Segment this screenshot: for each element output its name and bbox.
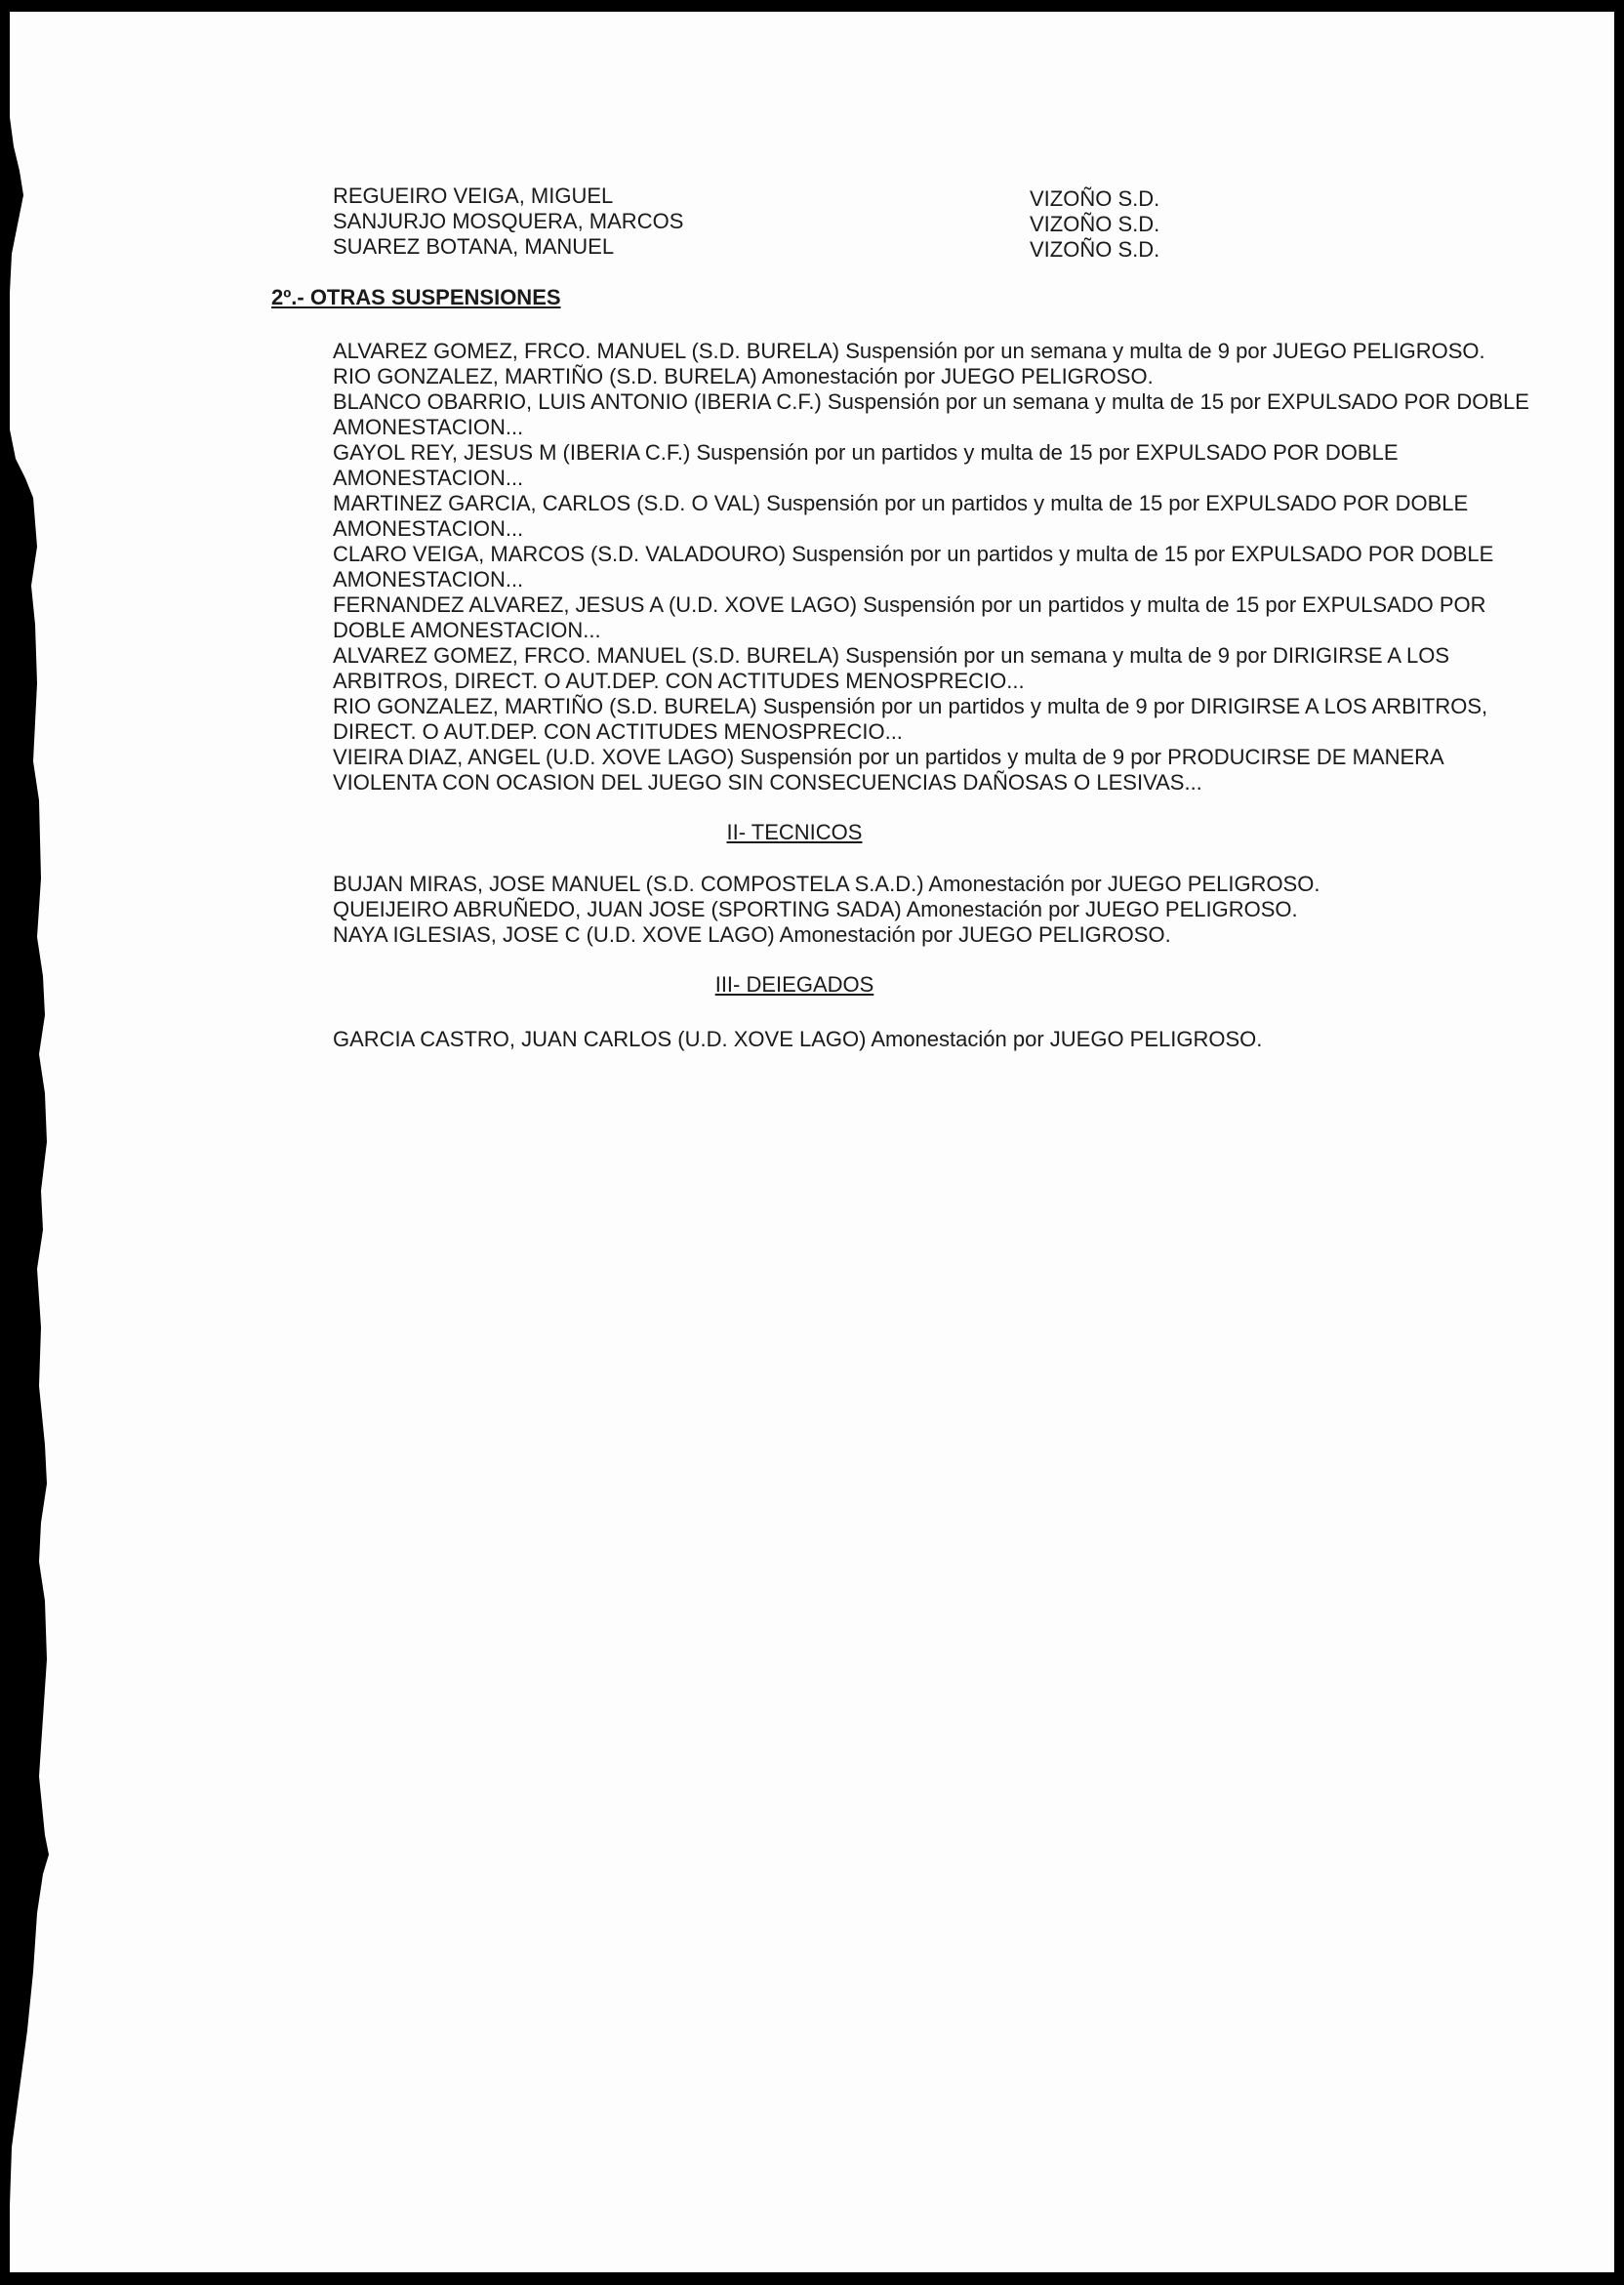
tecnicos-list [333, 872, 1533, 948]
suspension-entry: MARTINEZ GARCIA, CARLOS (S.D. O VAL) Suspensión por un partidos y multa de 15 por EXPULSADO POR DOBLE AMONESTACION... [333, 491, 1469, 541]
player-name: SANJURJO MOSQUERA, MARCOS [333, 209, 684, 233]
section-heading-tecnicos: II- TECNICOS [726, 820, 863, 844]
tecnico-entry: QUEIJEIRO ABRUÑEDO, JUAN JOSE (SPORTING SADA) Amonestación por JUEGO PELIGROSO. [333, 897, 1298, 921]
player-name: SUAREZ BOTANA, MANUEL [333, 234, 615, 259]
delegado-entry: GARCIA CASTRO, JUAN CARLOS (U.D. XOVE LAGO) Amonestación por JUEGO PELIGROSO. [333, 1027, 1263, 1051]
tecnico-entry: NAYA IGLESIAS, JOSE C (U.D. XOVE LAGO) Amonestación por JUEGO PELIGROSO. [333, 922, 1171, 947]
section-heading-delegados: III- DEIEGADOS [714, 972, 874, 997]
player-club: VIZOÑO S.D. [1030, 212, 1160, 236]
suspension-entry: RIO GONZALEZ, MARTIÑO (S.D. BURELA) Suspensión por un partidos y multa de 9 por DIRIGIRSE A LOS ARBITROS, DIRECT. O AUT.DEP. CON ACTITUDES MENOSPRECIO... [333, 694, 1488, 744]
section-heading-otras-suspensiones: 2º.- OTRAS SUSPENSIONES [271, 285, 561, 309]
player-row [333, 184, 1504, 209]
suspension-entry: GAYOL REY, JESUS M (IBERIA C.F.) Suspensión por un partidos y multa de 15 por EXPULSADO POR DOBLE AMONESTACION... [333, 440, 1399, 490]
suspension-entry: VIEIRA DIAZ, ANGEL (U.D. XOVE LAGO) Suspensión por un partidos y multa de 9 por PRODUCIRSE DE MANERA VIOLENTA CON OCASION DEL JUEGO SIN CONSECUENCIAS DAÑOSAS O LESIVAS... [333, 745, 1443, 795]
player-club: VIZOÑO S.D. [1030, 237, 1160, 262]
suspension-entry: CLARO VEIGA, MARCOS (S.D. VALADOURO) Suspensión por un partidos y multa de 15 por EXPULSADO POR DOBLE AMONESTACION... [333, 542, 1494, 592]
delegados-list [333, 1027, 1533, 1052]
suspension-entry: BLANCO OBARRIO, LUIS ANTONIO (IBERIA C.F.) Suspensión por un semana y multa de 15 por EXPULSADO POR DOBLE AMONESTACION... [333, 389, 1529, 439]
player-row [333, 234, 1504, 260]
suspension-entry: RIO GONZALEZ, MARTIÑO (S.D. BURELA) Amonestación por JUEGO PELIGROSO. [333, 364, 1154, 388]
player-name: REGUEIRO VEIGA, MIGUEL [333, 184, 614, 208]
suspension-entry: ALVAREZ GOMEZ, FRCO. MANUEL (S.D. BURELA) Suspensión por un semana y multa de 9 por JUEGO PELIGROSO. [333, 339, 1485, 363]
suspension-list [333, 339, 1533, 796]
tecnico-entry: BUJAN MIRAS, JOSE MANUEL (S.D. COMPOSTELA S.A.D.) Amonestación por JUEGO PELIGROSO. [333, 872, 1320, 896]
suspension-entry: ALVAREZ GOMEZ, FRCO. MANUEL (S.D. BURELA) Suspensión por un semana y multa de 9 por DIRIGIRSE A LOS ARBITROS, DIRECT. O AUT.DEP. CON ACTITUDES MENOSPRECIO... [333, 643, 1449, 693]
player-row [333, 209, 1504, 234]
player-club: VIZOÑO S.D. [1030, 186, 1160, 211]
suspension-entry: FERNANDEZ ALVAREZ, JESUS A (U.D. XOVE LAGO) Suspensión por un partidos y multa de 15 por EXPULSADO POR DOBLE AMONESTACION... [333, 592, 1486, 642]
